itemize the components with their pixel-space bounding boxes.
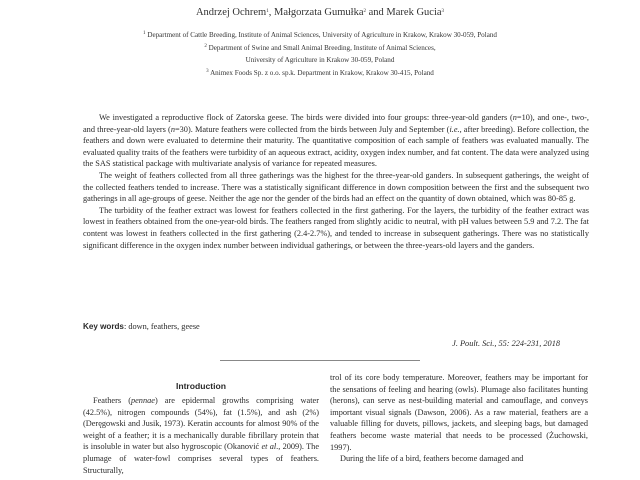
introduction-left-column [83,395,319,476]
introduction-right-column [330,372,588,465]
italic-term: pennae [130,396,155,405]
text-run: =30). Mature feathers were collected from the birds between July and September ( [174,124,450,134]
text-run: ) are epidermal growths comprising water (42.5%), nitrogen compounds (54%), fat (1.5%), and ash (2%) (Deręgowski and Jusik, 1973). Keratin accounts for almost 90% of the weight of a feather; it is a mechanically durable fibrillary protein that is insoluble in water but also hygroscopic (Okanović [83,396,319,452]
body-paragraph: trol of its core body temperature. Moreover, feathers may be important for the sensations of feeling and hearing (owls). Plumage also facilitates hunting (herons), can serve as nest-building material and camouflage, and conveys important visual signals (Dawson, 2006). As a raw material, feathers are a valuable filling for duvets, pillows, jackets, and sleeping bags, but damaged feathers become waste material that needs to be processed (Żuchowski, 1997). [330,373,588,452]
keywords [83,322,200,331]
keywords-text: : down, feathers, geese [123,322,200,331]
abstract-paragraph: The weight of feathers collected from all three gatherings was the highest for the three-year-old ganders. In subsequent gatherings, the weight of the collected feathers tended to increase. There was a statistically significant difference in down composition between the first and the subsequent two gatherings in all age-groups of geese. Neither the age nor the gender of the birds had an effect on the quantity of down obtained, which was 80-85 g. [83,170,589,204]
body-paragraph: During the life of a bird, feathers become damaged and [340,454,524,464]
abstract [83,112,589,251]
text-run: , after breeding). Before collection, the feathers and down were evaluated to determine their maturity. The quantitative composition of each sample of feathers was evaluated manually. The evaluated quality traits of the feathers were turbidity of an aqueous extract, acidity, oxygen index number, and fat content. The data were analyzed using the SAS statistical package with multivariate analysis of variance for repeated measures. [83,124,589,169]
affiliation-marker: 3 [206,69,209,74]
italic-symbol: n [170,124,175,134]
affiliation-marker: 1 [143,31,146,36]
text-run: We investigated a reproductive flock of Zatorska geese. The birds were divided into four groups: three-year-old ganders ( [99,113,513,122]
author-affiliation-marker: 3 [441,9,445,14]
affiliation [0,44,640,52]
abstract-paragraph: The turbidity of the feather extract was lowest for feathers collected in the first gathering. For the layers, the turbidity of the feather extract was lowest in feathers obtained from the one-year-old birds. The feathers ranged from slightly acidic to neutral, with pH values between 5.9 and 7.2. The fat content was lowest in feathers collected in the first gathering (2.4-2.7%), and tended to increase in subsequent gatherings. There was no statistically significant difference in the oxygen index number between individual gatherings, or between the three-years-old layers and the ganders. [83,205,589,250]
affiliation-text: University of Agriculture in Krakow 30-059, Poland [245,56,395,64]
author-name: Małgorzata Gumułka [273,7,364,18]
author-separator: and [366,7,387,18]
affiliation-marker: 2 [204,44,207,49]
abstract-paragraph [83,112,589,170]
author-separator: , [268,7,274,18]
italic-abbrev: et al [261,442,277,452]
text-run: ., 2009). The plumage of water-fowl comprises several types of feathers. Structurally, [83,442,320,475]
section-divider [220,360,420,361]
text-run: =10), and one-, two-, and three-year-old layers ( [83,113,589,134]
keywords-label: Key words [83,322,124,331]
affiliation-continued [0,56,640,64]
author-name: Marek Gucia [386,7,442,18]
affiliation-text: Department of Cattle Breeding, Institute of Animal Sciences, University of Agriculture in Krakow, Krakow 30-059, Poland [147,31,497,39]
affiliation-text: Department of Swine and Small Animal Breeding, Institute of Animal Sciences, [208,44,436,52]
journal-citation: J. Poult. Sci., 55: 224-231, 2018 [452,339,560,348]
section-title-introduction: Introduction [175,381,227,391]
author-affiliation-marker: 2 [363,9,366,14]
author-affiliation-marker: 1 [266,9,269,14]
italic-abbrev: i.e. [449,124,460,134]
author-list [0,7,640,18]
affiliation-text: Animex Foods Sp. z o.o. sp.k. Department in Krakow, Krakow 30-415, Poland [210,69,434,77]
italic-symbol: n [512,113,517,122]
affiliation [0,31,640,39]
affiliation [0,69,640,77]
text-run: Feathers ( [93,396,131,405]
author-name: Andrzej Ochrem [195,7,267,18]
